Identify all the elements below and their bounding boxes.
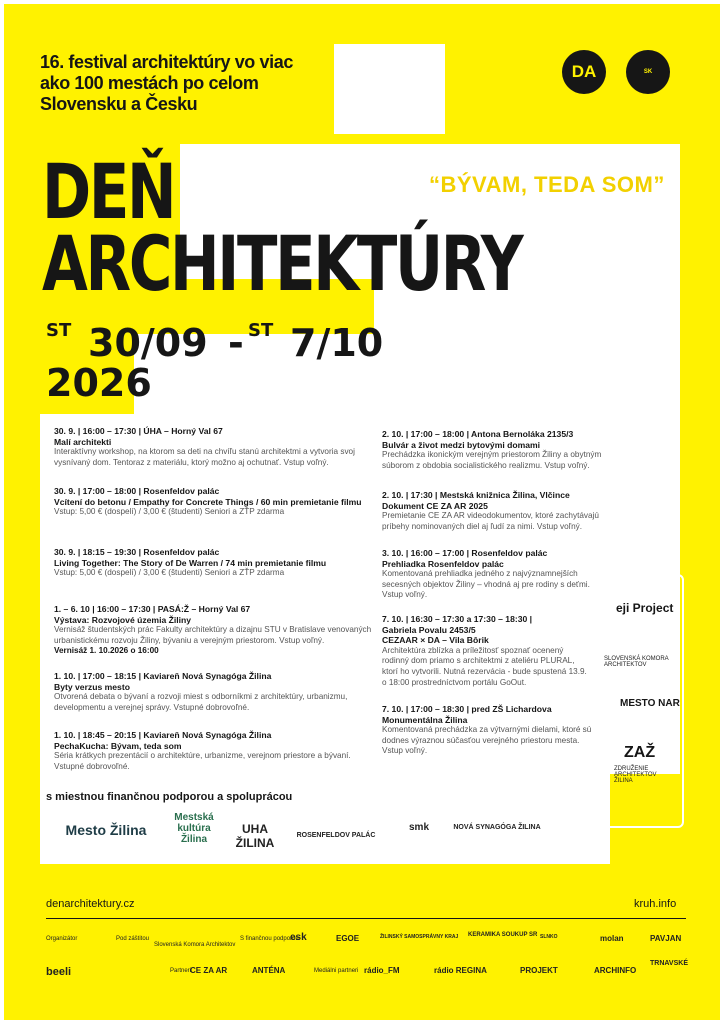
event-header: 1. 10. | 17:00 – 18:15 | Kaviareň Nová Synagóga Žilina <box>54 671 272 681</box>
architect-chamber-logo: SLOVENSKÁ KOMORA ARCHITEKTOV <box>604 656 669 668</box>
sponsor-keramika: KERAMIKA SOUKUP SR <box>468 932 538 938</box>
event-item <box>382 614 592 688</box>
date-year: 2026 <box>46 361 152 405</box>
event-item <box>382 490 602 532</box>
label-pod-zastitou: Pod záštitou <box>116 936 150 942</box>
event-desc: Otvorená debata o bývaní a rozvoji miest s odborníkmi z architektúry, urbanizmu, developmentu a verejnej správy. Vstupné dobrovoľné. <box>54 692 348 712</box>
sponsor-archinfo: ARCHINFO <box>594 966 637 975</box>
sponsor-esk: esk <box>290 932 307 943</box>
zaz-caption: ZDRUŽENIE ARCHITEKTOV ŽILINA <box>614 766 657 784</box>
event-title: Monumentálna Žilina <box>382 714 468 725</box>
event-title: Living Together: The Story of De Warren / 74 min premietanie filmu <box>54 557 327 568</box>
sponsor-egoe: EGOE <box>336 934 360 943</box>
event-title: CEZAAR × DA – Vila Bôrik <box>382 635 489 646</box>
label-medialni-partneri: Mediálni partneri <box>314 968 359 974</box>
sponsor-antena: ANTÉNA <box>252 966 286 975</box>
label-organizator: Organizátor <box>46 936 78 942</box>
event-desc: Premietanie CE ZA AR videodokumentov, ktoré zachytávajú príbehy nominovaných diel aj ľudí za nimi. Vstup voľný. <box>382 511 599 531</box>
event-title: Byty verzus mesto <box>54 681 130 692</box>
motto: “BÝVAM, TEDA SOM” <box>429 172 665 197</box>
support-title: s miestnou finančnou podporou a spoluprácou <box>46 791 293 803</box>
event-title: Prehliadka Rosenfeldov palác <box>382 558 504 569</box>
event-item <box>54 486 374 518</box>
partner-uha: UHA ŽILINA <box>235 822 275 850</box>
event-header: 1. – 6. 10 | 16:00 – 17:30 | PASÁ:Ž – Horný Val 67 <box>54 604 251 614</box>
event-title: Výstava: Rozvojové územia Žiliny <box>54 614 192 625</box>
sponsor-pavjan: PAVJAN <box>650 934 682 943</box>
event-desc: Vstup: 5,00 € (dospelí) / 3,00 € (študenti) Seniori a ZŤP zdarma <box>54 568 285 578</box>
partner-rosenfeldov-palac: ROSENFELDOV PALÁC <box>296 832 376 839</box>
event-item <box>54 426 374 468</box>
event-item <box>54 604 374 657</box>
sponsor-radio-regina: rádio REGINA <box>434 966 487 975</box>
date-start-day: ST <box>46 320 72 341</box>
event-header: 2. 10. | 17:00 – 18:00 | Antona Bernoláka 2135/3 <box>382 429 574 439</box>
floorplan-room <box>40 774 610 864</box>
footer-divider <box>46 918 686 919</box>
chamber-name: Slovenská Komora Architektov <box>154 942 236 948</box>
event-title: Vcítení do betonu / Empathy for Concrete Things / 60 min premietanie filmu <box>54 496 362 507</box>
kruh-link[interactable]: kruh.info <box>634 898 677 910</box>
event-title: PechaKucha: Bývam, teda som <box>54 740 182 751</box>
event-title: Malí architekti <box>54 436 112 447</box>
event-header: 7. 10. | 16:30 – 17:30 a 17:30 – 18:30 | <box>382 614 533 624</box>
label-s-financnou-podporou: S finančnou podporou <box>240 936 299 942</box>
event-desc: Komentovaná prechádzka za výtvarnými dielami, ktoré sú dodnes výraznou súčasťou verejného priestoru mesta. Vstup voľný. <box>382 725 592 756</box>
event-desc: Vstup: 5,00 € (dospelí) / 3,00 € (študenti) Seniori a ZŤP zdarma <box>54 507 285 517</box>
event-title: Gabriela Povalu 2453/5 <box>382 624 476 635</box>
event-desc: Séria krátkych prezentácií o architektúre, urbanizme, verejnom priestore a bývaní. Vstupné dobrovoľné. <box>54 751 351 771</box>
website-link[interactable]: denarchitektury.cz <box>46 898 135 910</box>
sponsor-radio-fm: rádio_FM <box>364 966 400 975</box>
zaz-logo: ZAŽ <box>624 744 656 761</box>
sponsor-projekt: PROJEKT <box>520 966 558 975</box>
date-start: 30/09 <box>88 321 208 365</box>
festival-intro: 16. festival architektúry vo viac ako 100 mestách po celom Slovensku a Česku <box>40 52 293 114</box>
event-title: Bulvár a život medzi bytovými domami <box>382 439 541 450</box>
event-header: 1. 10. | 18:45 – 20:15 | Kaviareň Nová Synagóga Žilina <box>54 730 272 740</box>
partner-mestska-kniznica: smk <box>408 822 429 833</box>
sk-logo: SK <box>626 50 670 94</box>
event-header: 3. 10. | 16:00 – 17:00 | Rosenfeldov palác <box>382 548 548 558</box>
event-title: Dokument CE ZA AR 2025 <box>382 500 488 511</box>
event-header: 30. 9. | 16:00 – 17:30 | ÚHA – Horný Val 67 <box>54 426 223 436</box>
date-end: 7/10 <box>290 321 384 365</box>
sponsor-beeli: beeli <box>46 966 72 978</box>
date-end-day: ST <box>248 320 274 341</box>
event-desc: Komentovaná prehliadka jedného z najvýznamnejších secesných objektov Žiliny – vhodná aj pre rodiny s deťmi. Vstup voľný. <box>382 569 590 600</box>
event-header: 2. 10. | 17:30 | Mestská knižnica Žilina, Vlčince <box>382 490 570 500</box>
event-desc: Interaktívny workshop, na ktorom sa deti na chvíľu stanú architektmi a vytvoria svoj vysnívaný dom. Tentoraz z materiálu, ktorý možno aj ochutnať. Vstup voľný. <box>54 447 355 467</box>
da-logo: DA <box>562 50 606 94</box>
event-desc: Vernisáž študentských prác Fakulty architektúry a dizajnu STU v Bratislave venovaných urbanistickému rozvoju Žiliny, bývaniu a verejným priestorom. Vstup voľný. <box>54 625 372 645</box>
label-partneri: Partneri <box>170 968 192 974</box>
event-item <box>382 429 602 471</box>
event-item <box>54 547 374 579</box>
sponsor-zilina-region: ŽILINSKÝ SAMOSPRÁVNY KRAJ <box>380 934 459 940</box>
event-item <box>382 704 592 757</box>
event-header: 30. 9. | 17:00 – 18:00 | Rosenfeldov palác <box>54 486 220 496</box>
floorplan-room <box>334 44 445 134</box>
title-line-1: DEŇ <box>42 147 175 236</box>
event-header: 7. 10. | 17:00 – 18:30 | pred ZŠ Lichardova <box>382 704 552 714</box>
event-note: Vernisáž 1. 10.2026 o 16:00 <box>54 646 159 656</box>
sponsor-trnavske: TRNAVSKÉ <box>650 960 688 967</box>
sponsor-slnko: SLNKO <box>540 934 558 940</box>
partner-nova-synagoga: NOVÁ SYNAGÓGA ŽILINA <box>453 824 541 831</box>
title-line-2: ARCHITEKTÚRY <box>42 219 522 308</box>
event-desc: Prechádzka ikonickým verejným priestorom Žiliny a obytným súborom z obdobia socialistického realizmu. Vstup voľný. <box>382 450 602 470</box>
mesto-nar-logo: MESTO NAR <box>620 698 680 709</box>
event-item <box>54 671 374 713</box>
date-dash: - <box>228 321 244 365</box>
partner-mesto-zilina: Mesto Žilina <box>65 822 147 838</box>
sponsor-cezaar: CE ZA AR <box>190 966 228 975</box>
partner-mestska-kultura: Mestská kultúra Žilina <box>174 812 214 845</box>
eji-project-logo: eji Project <box>616 601 674 615</box>
poster <box>4 4 720 1020</box>
event-header: 30. 9. | 18:15 – 19:30 | Rosenfeldov palác <box>54 547 220 557</box>
event-desc: Architektúra zblízka a príležitosť spoznať ocenený rodinný dom priamo s architektmi z ateliéru PLURAL, ktorí ho vytvorili. Nutná rezervácia - bude spustená 13.9. o 18:00 prostredníctvom portálu GoOut. <box>382 645 587 687</box>
event-item <box>54 730 374 772</box>
event-item <box>382 548 592 601</box>
sponsor-molan: molan <box>600 934 624 943</box>
